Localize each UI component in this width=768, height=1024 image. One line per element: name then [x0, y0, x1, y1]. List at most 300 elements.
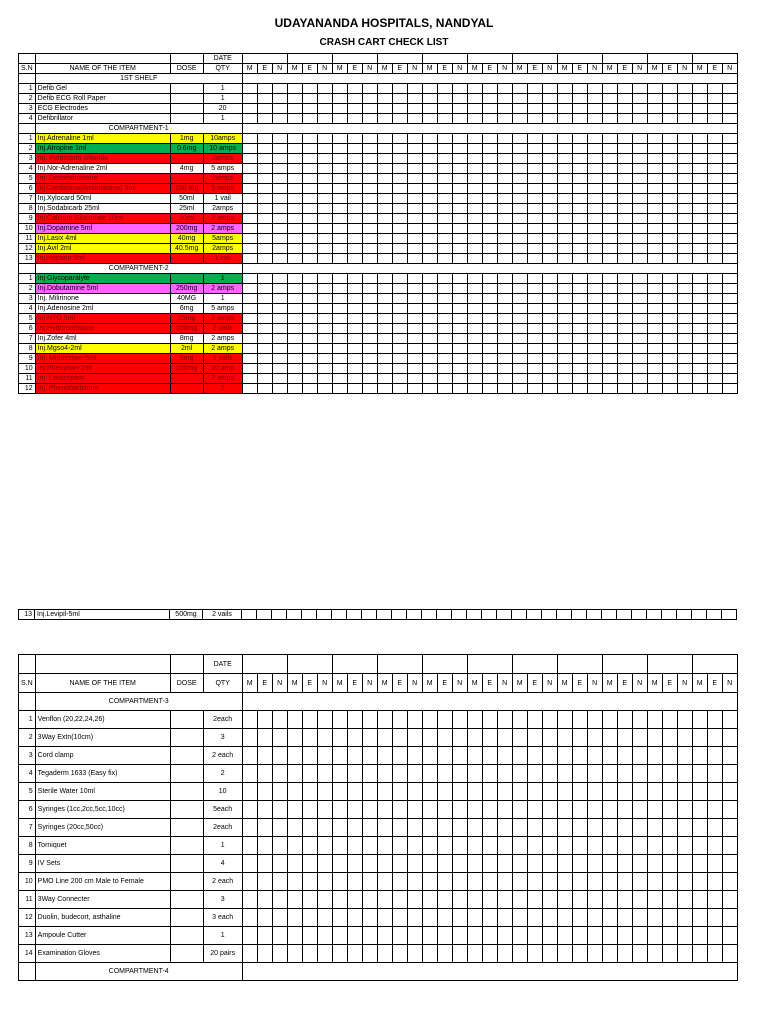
check-cell[interactable] — [362, 274, 377, 284]
check-cell[interactable] — [242, 134, 257, 144]
check-cell[interactable] — [572, 154, 587, 164]
check-cell[interactable] — [497, 783, 512, 801]
check-cell[interactable] — [617, 891, 632, 909]
check-cell[interactable] — [497, 164, 512, 174]
check-cell[interactable] — [317, 364, 332, 374]
check-cell[interactable] — [242, 234, 257, 244]
check-cell[interactable] — [602, 324, 617, 334]
check-cell[interactable] — [482, 304, 497, 314]
check-cell[interactable] — [242, 783, 257, 801]
check-cell[interactable] — [617, 610, 632, 620]
check-cell[interactable] — [317, 314, 332, 324]
check-cell[interactable] — [722, 304, 737, 314]
check-cell[interactable] — [647, 927, 662, 945]
check-cell[interactable] — [272, 284, 287, 294]
check-cell[interactable] — [332, 801, 347, 819]
check-cell[interactable] — [647, 94, 662, 104]
check-cell[interactable] — [692, 729, 707, 747]
check-cell[interactable] — [317, 284, 332, 294]
check-cell[interactable] — [632, 765, 647, 783]
check-cell[interactable] — [272, 747, 287, 765]
check-cell[interactable] — [422, 819, 437, 837]
check-cell[interactable] — [512, 174, 527, 184]
check-cell[interactable] — [677, 304, 692, 314]
check-cell[interactable] — [362, 304, 377, 314]
check-cell[interactable] — [242, 945, 257, 963]
check-cell[interactable] — [647, 344, 662, 354]
check-cell[interactable] — [647, 837, 662, 855]
check-cell[interactable] — [722, 284, 737, 294]
check-cell[interactable] — [242, 284, 257, 294]
check-cell[interactable] — [602, 891, 617, 909]
check-cell[interactable] — [392, 304, 407, 314]
check-cell[interactable] — [467, 274, 482, 284]
check-cell[interactable] — [362, 94, 377, 104]
check-cell[interactable] — [317, 610, 332, 620]
check-cell[interactable] — [602, 254, 617, 264]
check-cell[interactable] — [467, 294, 482, 304]
check-cell[interactable] — [647, 184, 662, 194]
check-cell[interactable] — [422, 134, 437, 144]
check-cell[interactable] — [467, 374, 482, 384]
check-cell[interactable] — [302, 801, 317, 819]
check-cell[interactable] — [632, 284, 647, 294]
check-cell[interactable] — [497, 174, 512, 184]
check-cell[interactable] — [527, 819, 542, 837]
check-cell[interactable] — [617, 801, 632, 819]
check-cell[interactable] — [422, 374, 437, 384]
check-cell[interactable] — [542, 244, 557, 254]
check-cell[interactable] — [287, 234, 302, 244]
check-cell[interactable] — [392, 104, 407, 114]
check-cell[interactable] — [617, 819, 632, 837]
check-cell[interactable] — [497, 747, 512, 765]
check-cell[interactable] — [617, 134, 632, 144]
check-cell[interactable] — [632, 234, 647, 244]
check-cell[interactable] — [617, 234, 632, 244]
check-cell[interactable] — [692, 254, 707, 264]
check-cell[interactable] — [527, 144, 542, 154]
check-cell[interactable] — [257, 891, 272, 909]
check-cell[interactable] — [272, 384, 287, 394]
check-cell[interactable] — [512, 765, 527, 783]
check-cell[interactable] — [647, 314, 662, 324]
check-cell[interactable] — [587, 765, 602, 783]
check-cell[interactable] — [512, 274, 527, 284]
check-cell[interactable] — [302, 374, 317, 384]
check-cell[interactable] — [527, 224, 542, 234]
check-cell[interactable] — [632, 747, 647, 765]
check-cell[interactable] — [272, 194, 287, 204]
check-cell[interactable] — [542, 304, 557, 314]
check-cell[interactable] — [347, 294, 362, 304]
check-cell[interactable] — [602, 274, 617, 284]
check-cell[interactable] — [392, 114, 407, 124]
check-cell[interactable] — [272, 729, 287, 747]
check-cell[interactable] — [437, 254, 452, 264]
check-cell[interactable] — [422, 610, 437, 620]
check-cell[interactable] — [287, 224, 302, 234]
check-cell[interactable] — [527, 334, 542, 344]
check-cell[interactable] — [302, 184, 317, 194]
check-cell[interactable] — [242, 214, 257, 224]
check-cell[interactable] — [527, 374, 542, 384]
check-cell[interactable] — [377, 314, 392, 324]
check-cell[interactable] — [722, 344, 737, 354]
check-cell[interactable] — [257, 94, 272, 104]
check-cell[interactable] — [527, 837, 542, 855]
check-cell[interactable] — [467, 837, 482, 855]
check-cell[interactable] — [677, 234, 692, 244]
check-cell[interactable] — [407, 174, 422, 184]
date-cell[interactable] — [287, 655, 332, 674]
check-cell[interactable] — [287, 104, 302, 114]
check-cell[interactable] — [707, 194, 722, 204]
check-cell[interactable] — [287, 174, 302, 184]
check-cell[interactable] — [287, 819, 302, 837]
check-cell[interactable] — [392, 154, 407, 164]
check-cell[interactable] — [452, 324, 467, 334]
check-cell[interactable] — [452, 94, 467, 104]
check-cell[interactable] — [407, 344, 422, 354]
check-cell[interactable] — [617, 84, 632, 94]
check-cell[interactable] — [602, 909, 617, 927]
check-cell[interactable] — [332, 304, 347, 314]
check-cell[interactable] — [272, 254, 287, 264]
check-cell[interactable] — [407, 224, 422, 234]
check-cell[interactable] — [722, 364, 737, 374]
check-cell[interactable] — [482, 364, 497, 374]
check-cell[interactable] — [497, 354, 512, 364]
check-cell[interactable] — [707, 144, 722, 154]
check-cell[interactable] — [407, 945, 422, 963]
check-cell[interactable] — [572, 214, 587, 224]
check-cell[interactable] — [422, 94, 437, 104]
check-cell[interactable] — [632, 114, 647, 124]
check-cell[interactable] — [302, 334, 317, 344]
check-cell[interactable] — [407, 104, 422, 114]
check-cell[interactable] — [452, 224, 467, 234]
check-cell[interactable] — [257, 927, 272, 945]
check-cell[interactable] — [407, 84, 422, 94]
check-cell[interactable] — [692, 304, 707, 314]
check-cell[interactable] — [422, 783, 437, 801]
check-cell[interactable] — [572, 855, 587, 873]
check-cell[interactable] — [257, 214, 272, 224]
check-cell[interactable] — [362, 284, 377, 294]
check-cell[interactable] — [647, 891, 662, 909]
check-cell[interactable] — [647, 304, 662, 314]
check-cell[interactable] — [557, 927, 572, 945]
check-cell[interactable] — [362, 711, 377, 729]
check-cell[interactable] — [707, 294, 722, 304]
check-cell[interactable] — [677, 765, 692, 783]
check-cell[interactable] — [272, 334, 287, 344]
check-cell[interactable] — [407, 234, 422, 244]
check-cell[interactable] — [512, 610, 527, 620]
check-cell[interactable] — [572, 194, 587, 204]
check-cell[interactable] — [677, 927, 692, 945]
check-cell[interactable] — [257, 104, 272, 114]
check-cell[interactable] — [242, 314, 257, 324]
check-cell[interactable] — [452, 610, 467, 620]
check-cell[interactable] — [347, 204, 362, 214]
check-cell[interactable] — [542, 134, 557, 144]
check-cell[interactable] — [677, 184, 692, 194]
check-cell[interactable] — [497, 334, 512, 344]
check-cell[interactable] — [437, 284, 452, 294]
check-cell[interactable] — [692, 344, 707, 354]
check-cell[interactable] — [287, 927, 302, 945]
check-cell[interactable] — [677, 104, 692, 114]
check-cell[interactable] — [527, 274, 542, 284]
check-cell[interactable] — [437, 294, 452, 304]
check-cell[interactable] — [512, 374, 527, 384]
check-cell[interactable] — [467, 364, 482, 374]
check-cell[interactable] — [377, 873, 392, 891]
check-cell[interactable] — [362, 909, 377, 927]
check-cell[interactable] — [302, 154, 317, 164]
check-cell[interactable] — [257, 254, 272, 264]
check-cell[interactable] — [557, 144, 572, 154]
check-cell[interactable] — [482, 254, 497, 264]
check-cell[interactable] — [602, 304, 617, 314]
check-cell[interactable] — [497, 234, 512, 244]
check-cell[interactable] — [272, 354, 287, 364]
check-cell[interactable] — [722, 837, 737, 855]
check-cell[interactable] — [632, 374, 647, 384]
check-cell[interactable] — [317, 711, 332, 729]
check-cell[interactable] — [362, 344, 377, 354]
check-cell[interactable] — [602, 154, 617, 164]
check-cell[interactable] — [272, 364, 287, 374]
check-cell[interactable] — [272, 855, 287, 873]
check-cell[interactable] — [587, 94, 602, 104]
check-cell[interactable] — [257, 294, 272, 304]
check-cell[interactable] — [677, 224, 692, 234]
check-cell[interactable] — [467, 324, 482, 334]
check-cell[interactable] — [587, 354, 602, 364]
date-cell[interactable] — [692, 54, 737, 64]
check-cell[interactable] — [647, 104, 662, 114]
check-cell[interactable] — [542, 174, 557, 184]
check-cell[interactable] — [572, 104, 587, 114]
check-cell[interactable] — [362, 819, 377, 837]
check-cell[interactable] — [392, 909, 407, 927]
check-cell[interactable] — [527, 284, 542, 294]
check-cell[interactable] — [377, 94, 392, 104]
check-cell[interactable] — [482, 873, 497, 891]
check-cell[interactable] — [707, 164, 722, 174]
check-cell[interactable] — [437, 224, 452, 234]
check-cell[interactable] — [332, 765, 347, 783]
check-cell[interactable] — [257, 909, 272, 927]
check-cell[interactable] — [707, 284, 722, 294]
check-cell[interactable] — [707, 819, 722, 837]
check-cell[interactable] — [647, 154, 662, 164]
check-cell[interactable] — [437, 927, 452, 945]
check-cell[interactable] — [452, 244, 467, 254]
check-cell[interactable] — [692, 384, 707, 394]
check-cell[interactable] — [317, 729, 332, 747]
date-cell[interactable] — [242, 54, 287, 64]
check-cell[interactable] — [722, 314, 737, 324]
check-cell[interactable] — [362, 104, 377, 114]
check-cell[interactable] — [437, 384, 452, 394]
check-cell[interactable] — [572, 927, 587, 945]
check-cell[interactable] — [602, 314, 617, 324]
check-cell[interactable] — [677, 610, 692, 620]
check-cell[interactable] — [362, 927, 377, 945]
check-cell[interactable] — [242, 364, 257, 374]
check-cell[interactable] — [332, 711, 347, 729]
check-cell[interactable] — [302, 384, 317, 394]
check-cell[interactable] — [677, 334, 692, 344]
check-cell[interactable] — [512, 224, 527, 234]
check-cell[interactable] — [347, 214, 362, 224]
check-cell[interactable] — [572, 711, 587, 729]
check-cell[interactable] — [437, 104, 452, 114]
check-cell[interactable] — [347, 801, 362, 819]
check-cell[interactable] — [542, 891, 557, 909]
check-cell[interactable] — [302, 909, 317, 927]
check-cell[interactable] — [602, 214, 617, 224]
check-cell[interactable] — [482, 294, 497, 304]
check-cell[interactable] — [647, 711, 662, 729]
check-cell[interactable] — [692, 294, 707, 304]
check-cell[interactable] — [317, 134, 332, 144]
check-cell[interactable] — [467, 945, 482, 963]
check-cell[interactable] — [347, 84, 362, 94]
check-cell[interactable] — [587, 134, 602, 144]
check-cell[interactable] — [482, 234, 497, 244]
check-cell[interactable] — [497, 274, 512, 284]
check-cell[interactable] — [542, 154, 557, 164]
check-cell[interactable] — [677, 909, 692, 927]
check-cell[interactable] — [527, 729, 542, 747]
check-cell[interactable] — [497, 873, 512, 891]
check-cell[interactable] — [437, 765, 452, 783]
check-cell[interactable] — [377, 174, 392, 184]
check-cell[interactable] — [407, 304, 422, 314]
check-cell[interactable] — [392, 891, 407, 909]
check-cell[interactable] — [377, 364, 392, 374]
check-cell[interactable] — [707, 344, 722, 354]
date-cell[interactable] — [512, 54, 557, 64]
check-cell[interactable] — [467, 144, 482, 154]
check-cell[interactable] — [422, 144, 437, 154]
check-cell[interactable] — [632, 891, 647, 909]
check-cell[interactable] — [257, 224, 272, 234]
check-cell[interactable] — [467, 134, 482, 144]
check-cell[interactable] — [602, 224, 617, 234]
check-cell[interactable] — [572, 144, 587, 154]
check-cell[interactable] — [332, 84, 347, 94]
check-cell[interactable] — [677, 729, 692, 747]
check-cell[interactable] — [527, 314, 542, 324]
check-cell[interactable] — [437, 304, 452, 314]
check-cell[interactable] — [437, 819, 452, 837]
check-cell[interactable] — [317, 747, 332, 765]
check-cell[interactable] — [362, 891, 377, 909]
check-cell[interactable] — [272, 184, 287, 194]
check-cell[interactable] — [557, 747, 572, 765]
check-cell[interactable] — [707, 274, 722, 284]
check-cell[interactable] — [572, 945, 587, 963]
check-cell[interactable] — [362, 610, 377, 620]
check-cell[interactable] — [422, 801, 437, 819]
check-cell[interactable] — [557, 184, 572, 194]
check-cell[interactable] — [362, 294, 377, 304]
check-cell[interactable] — [317, 244, 332, 254]
check-cell[interactable] — [647, 224, 662, 234]
check-cell[interactable] — [302, 855, 317, 873]
check-cell[interactable] — [302, 711, 317, 729]
check-cell[interactable] — [347, 384, 362, 394]
check-cell[interactable] — [362, 224, 377, 234]
check-cell[interactable] — [287, 873, 302, 891]
check-cell[interactable] — [572, 891, 587, 909]
check-cell[interactable] — [692, 214, 707, 224]
check-cell[interactable] — [332, 174, 347, 184]
check-cell[interactable] — [407, 364, 422, 374]
check-cell[interactable] — [392, 765, 407, 783]
check-cell[interactable] — [632, 254, 647, 264]
check-cell[interactable] — [662, 384, 677, 394]
check-cell[interactable] — [437, 94, 452, 104]
check-cell[interactable] — [692, 747, 707, 765]
check-cell[interactable] — [617, 374, 632, 384]
check-cell[interactable] — [287, 134, 302, 144]
check-cell[interactable] — [647, 164, 662, 174]
check-cell[interactable] — [392, 344, 407, 354]
check-cell[interactable] — [677, 364, 692, 374]
check-cell[interactable] — [692, 334, 707, 344]
check-cell[interactable] — [437, 204, 452, 214]
check-cell[interactable] — [452, 747, 467, 765]
check-cell[interactable] — [242, 855, 257, 873]
check-cell[interactable] — [437, 801, 452, 819]
check-cell[interactable] — [557, 214, 572, 224]
check-cell[interactable] — [452, 154, 467, 164]
check-cell[interactable] — [512, 927, 527, 945]
check-cell[interactable] — [392, 224, 407, 234]
check-cell[interactable] — [692, 819, 707, 837]
check-cell[interactable] — [347, 164, 362, 174]
check-cell[interactable] — [722, 927, 737, 945]
check-cell[interactable] — [452, 184, 467, 194]
check-cell[interactable] — [332, 354, 347, 364]
check-cell[interactable] — [662, 84, 677, 94]
check-cell[interactable] — [542, 314, 557, 324]
check-cell[interactable] — [392, 244, 407, 254]
check-cell[interactable] — [242, 224, 257, 234]
check-cell[interactable] — [722, 747, 737, 765]
check-cell[interactable] — [362, 254, 377, 264]
check-cell[interactable] — [257, 873, 272, 891]
check-cell[interactable] — [677, 144, 692, 154]
check-cell[interactable] — [572, 304, 587, 314]
check-cell[interactable] — [527, 783, 542, 801]
check-cell[interactable] — [512, 234, 527, 244]
check-cell[interactable] — [422, 224, 437, 234]
check-cell[interactable] — [512, 154, 527, 164]
check-cell[interactable] — [437, 945, 452, 963]
check-cell[interactable] — [572, 224, 587, 234]
check-cell[interactable] — [662, 364, 677, 374]
check-cell[interactable] — [257, 144, 272, 154]
check-cell[interactable] — [332, 837, 347, 855]
